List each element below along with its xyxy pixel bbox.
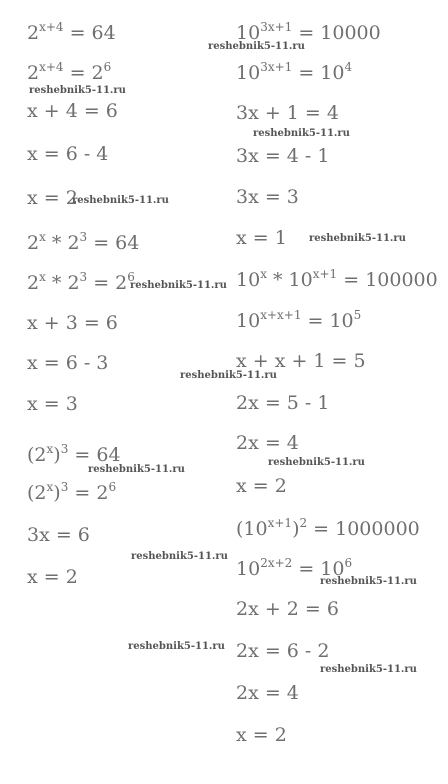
equation-line: 3x + 1 = 4 (236, 102, 339, 124)
equation-line: $2^{x+4} = 64$ (27, 20, 116, 44)
watermark: reshebnik5-11.ru (130, 280, 227, 291)
equation-line: $10^{2x+2} = 10^6$ (236, 556, 353, 580)
equation-line: 2x = 4 (236, 432, 299, 454)
equation-line: $(10^{x+1})^2 = 1000000$ (236, 516, 420, 540)
watermark: reshebnik5-11.ru (253, 128, 350, 139)
equation-line: x + x + 1 = 5 (236, 350, 366, 372)
equation-line: x = 2 (27, 566, 78, 588)
equation-line: $(2^x)^3 = 64$ (27, 442, 121, 466)
equation-line: 3x = 4 - 1 (236, 145, 330, 167)
watermark: reshebnik5-11.ru (208, 41, 305, 52)
equation-line: x + 4 = 6 (27, 100, 118, 122)
equation-line: x = 2 (236, 724, 287, 746)
equation-line: x = 2 (236, 475, 287, 497)
equation-line: $10^{3x+1} = 10000$ (236, 20, 381, 44)
watermark: reshebnik5-11.ru (72, 195, 169, 206)
equation-line: x = 6 - 3 (27, 352, 109, 374)
equation-line: 2x = 4 (236, 682, 299, 704)
equation-line: x = 6 - 4 (27, 143, 109, 165)
equation-line: 3x = 3 (236, 186, 299, 208)
watermark: reshebnik5-11.ru (128, 641, 225, 652)
equation-line: x + 3 = 6 (27, 312, 118, 334)
equation-line: $2^{x+4} = 2^6$ (27, 60, 112, 84)
equation-line: 3x = 6 (27, 524, 90, 546)
watermark: reshebnik5-11.ru (268, 457, 365, 468)
equation-line: $10^{x+x+1} = 10^5$ (236, 308, 362, 332)
equation-line: 2x = 5 - 1 (236, 392, 330, 414)
equation-line: x = 3 (27, 393, 78, 415)
watermark: reshebnik5-11.ru (320, 664, 417, 675)
equation-line: 2x + 2 = 6 (236, 598, 339, 620)
watermark: reshebnik5-11.ru (320, 576, 417, 587)
equation-line: $10^x * 10^{x+1} = 100000$ (236, 267, 438, 291)
watermark: reshebnik5-11.ru (309, 233, 406, 244)
equation-line: 2x = 6 - 2 (236, 640, 330, 662)
equation-line: $2^x * 2^3 = 64$ (27, 230, 140, 254)
equation-line: x = 1 (236, 227, 287, 249)
watermark: reshebnik5-11.ru (180, 370, 277, 381)
equation-line: $10^{3x+1} = 10^4$ (236, 60, 353, 84)
watermark: reshebnik5-11.ru (29, 85, 126, 96)
watermark: reshebnik5-11.ru (131, 551, 228, 562)
equation-line: $2^x * 2^3 = 2^6$ (27, 270, 135, 294)
watermark: reshebnik5-11.ru (88, 464, 185, 475)
equation-line: x = 2 (27, 187, 78, 209)
equation-line: $(2^x)^3 = 2^6$ (27, 480, 117, 504)
